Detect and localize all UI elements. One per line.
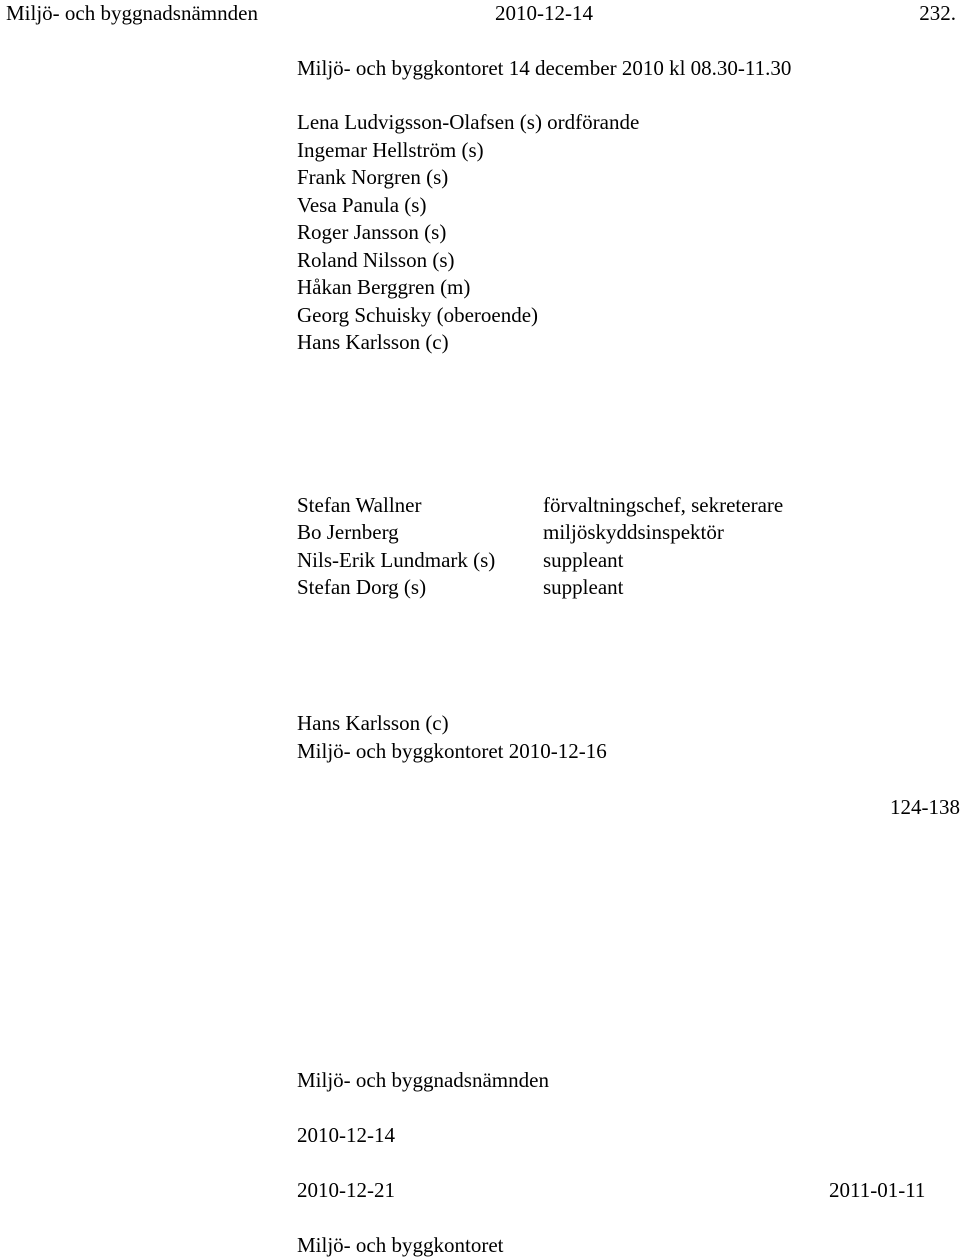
others-name: Nils-Erik Lundmark (s) (297, 547, 496, 572)
others-role: suppleant (543, 547, 624, 572)
others-name: Stefan Wallner (297, 493, 422, 517)
anslag-meeting-date: 2010-12-14 (297, 1123, 395, 1147)
others-role: förvaltningschef, sekreterare (543, 493, 784, 517)
anslag-storage-place: Miljö- och byggkontoret (297, 1233, 504, 1257)
header-organ: Miljö- och byggnadsnämnden (6, 1, 258, 25)
members-list (297, 112, 639, 360)
member-item: Roland Nilsson (s) (297, 247, 455, 272)
member-item: Håkan Berggren (m) (297, 275, 471, 299)
member-item: Hans Karlsson (c) (297, 330, 449, 354)
others-role: suppleant (543, 574, 624, 599)
header-page-number: 232. (919, 1, 956, 25)
member-item: Vesa Panula (s) (297, 192, 427, 217)
justerare-name: Hans Karlsson (c) (297, 711, 449, 735)
anslag-removed-date: 2011-01-11 (829, 1178, 926, 1202)
justering-place-date: Miljö- och byggkontoret 2010-12-16 (297, 739, 607, 763)
others-name: Stefan Dorg (s) (297, 574, 427, 599)
anslag-organ: Miljö- och byggnadsnämnden (297, 1068, 549, 1092)
anslag-posted-date: 2010-12-21 (297, 1178, 395, 1202)
member-item: Roger Jansson (s) (297, 220, 447, 244)
meeting-place-time: Miljö- och byggkontoret 14 december 2010 kl 08.30-11.30 (297, 56, 792, 80)
member-item: Lena Ludvigsson-Olafsen (s) ordförande (297, 110, 640, 134)
others-role: miljöskyddsinspektör (543, 520, 724, 545)
member-item: Ingemar Hellström (s) (297, 137, 484, 162)
paragraph-range: 124-138 (890, 795, 960, 819)
header-date: 2010-12-14 (495, 1, 593, 25)
others-name: Bo Jernberg (297, 520, 399, 545)
member-item: Georg Schuisky (oberoende) (297, 302, 539, 327)
member-item: Frank Norgren (s) (297, 165, 449, 189)
